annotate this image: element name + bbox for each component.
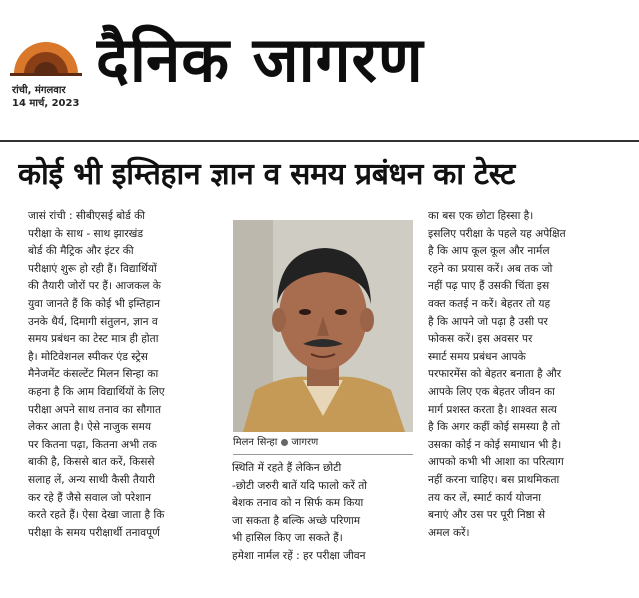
article-text-line: परीक्षाएं शुरू हो रही हैं। विद्यार्थियों (28, 262, 157, 275)
article-text-line: वक्त कतई न करें। बेहतर तो यह (428, 297, 551, 310)
article-text-line: नहीं करना चाहिए। बस प्राथमिकता (428, 473, 560, 486)
article-text-line: सलाह लें, अन्य साथी कैसी तैयारी (28, 473, 155, 486)
article-text-line: परीक्षा के साथ - साथ झारखंड (28, 227, 143, 240)
article-text-line: आपके लिए एक बेहतर जीवन का (428, 385, 555, 398)
article-text-line: उनके धैर्य, दिमागी संतुलन, ज्ञान व (28, 315, 158, 328)
article-text-line: नहीं पढ़ पाए हैं उसकी चिंता इस (428, 280, 550, 293)
article-text-line: -छोटी जरुरी बातें यदि फालो करें तो (232, 479, 367, 492)
article-text-line: स्मार्ट समय प्रबंधन आपके (428, 350, 526, 363)
article-text-line: पर कितना पढ़ा, कितना अभी तक (28, 438, 157, 451)
dateline-city-day: रांची, मंगलवार (12, 85, 66, 96)
article-text-line: लेकर आता है। ऐसे नाजुक समय (28, 421, 152, 434)
dateline-date: 14 मार्च, 2023 (12, 98, 80, 109)
article-text-line: इसलिए परीक्षा के पहले यह अपेक्षित (428, 227, 566, 240)
article-text-line: मैनेजमेंट कंसल्टेंट मिलन सिन्हा का (28, 368, 159, 381)
article-text-line: जासं रांची : सीबीएसई बोर्ड की (28, 210, 145, 222)
article-text-line: है कि आप कूल कूल और नार्मल (428, 245, 550, 258)
dateline (12, 84, 79, 110)
article-text-line: रहने का प्रयास करें। अब तक जो (428, 262, 553, 275)
article-text-line: है कि अगर कहीं कोई समस्या है तो (428, 421, 560, 434)
article-text-line: हमेशा नार्मल रहें : हर परीक्षा जीवन (232, 549, 366, 562)
article-text-line: युवा जानते हैं कि कोई भी इम्तिहान (28, 297, 160, 310)
article-text-line: समय प्रबंधन का टेस्ट मात्र ही होता (28, 333, 159, 346)
article-text-line: की तैयारी जोरों पर हैं। आजकल के (28, 280, 161, 293)
photo-caption (233, 436, 413, 450)
article-text-line: जा सकता है बल्कि अच्छे परिणाम (232, 514, 361, 527)
article-text-line: भी हासिल किए जा सकते हैं। (232, 532, 343, 545)
portrait-photo (233, 220, 413, 432)
article-text-line: बाकी है, किससे बात करें, किससे (28, 456, 155, 469)
article-text-line: परीक्षा अपने साथ तनाव का सौगात (28, 403, 162, 416)
article-text-line: परफारमेंस को बेहतर बनाता है और (428, 368, 562, 381)
article-headline: कोई भी इम्तिहान ज्ञान व समय प्रबंधन का टेस्ट (18, 157, 515, 192)
article-text-line: बेशक तनाव को न सिर्फ कम किया (232, 497, 364, 510)
article-text-line: कर रहे हैं जैसे सवाल जो परेशान (28, 491, 152, 504)
article-text-line: बनाएं और उस पर पूरी निष्ठा से (428, 509, 546, 522)
article-text-line: है। मोटिवेशनल स्पीकर एंड स्ट्रेस (28, 350, 148, 363)
article-text-line: स्थिति में रहते हैं लेकिन छोटी (232, 462, 342, 474)
article-text-line: मार्ग प्रशस्त करता है। शाश्वत सत्य (428, 403, 557, 416)
header-rule (0, 140, 639, 142)
article-text-line: तय कर लें, स्मार्ट कार्य योजना (428, 491, 541, 504)
masthead-title: दैनिक जागरण (96, 23, 424, 96)
caption-dot-icon (281, 439, 288, 446)
caption-rule (233, 454, 413, 455)
article-text-line: फोकस करें। इस अवसर पर (428, 333, 533, 346)
caption-name: मिलन सिन्हा (233, 437, 278, 448)
article-column-1 (28, 208, 224, 586)
article-text-line: बोर्ड की मैट्रिक और इंटर की (28, 245, 134, 258)
article-text-line: उसका कोई न कोई समाधान भी है। (428, 438, 562, 451)
article-text-line: आपको कभी भी आशा का परित्याग (428, 456, 564, 469)
article-column-2 (232, 460, 418, 586)
article-text-line: परीक्षा के समय परीक्षार्थी तनावपूर्ण (28, 526, 160, 539)
article-text-line: अमल करें। (428, 526, 470, 539)
article-text-line: का बस एक छोटा हिस्सा है। (428, 210, 534, 222)
article-text-line: है कि आपने जो पढ़ा है उसी पर (428, 315, 548, 328)
caption-source: जागरण (291, 437, 319, 448)
article-text-line: करते रहते हैं। ऐसा देखा जाता है कि (28, 509, 165, 522)
logo-sun-icon (10, 38, 82, 76)
article-column-3 (428, 208, 624, 586)
article-text-line: कहना है कि आम विद्यार्थियों के लिए (28, 385, 165, 398)
